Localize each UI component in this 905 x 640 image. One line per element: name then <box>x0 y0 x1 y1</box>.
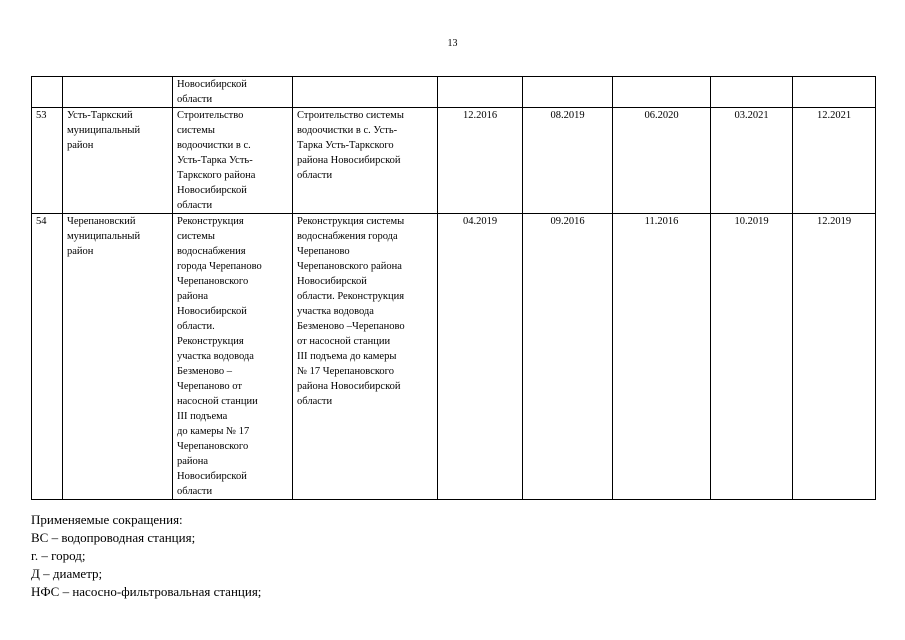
table-row <box>32 214 876 500</box>
abbreviation-item: г. – город; <box>31 548 86 563</box>
date-cell: 10.2019 <box>711 214 793 500</box>
district-cell: Усть-Таркский муниципальный район <box>63 108 173 214</box>
date-cell: 04.2019 <box>438 214 523 500</box>
description-cell: Строительство системы водоочистки в с. Усть- Тарка Усть-Таркского района Новосибирской области <box>293 108 438 214</box>
object-cell: Строительство системы водоочистки в с. Усть-Тарка Усть- Таркского района Новосибирской области <box>173 108 293 214</box>
date-cell: 03.2021 <box>711 108 793 214</box>
date-cell: 08.2019 <box>523 108 613 214</box>
date-cell <box>711 77 793 108</box>
date-cell <box>613 77 711 108</box>
date-cell: 06.2020 <box>613 108 711 214</box>
page-number: 13 <box>447 38 458 49</box>
date-cell: 12.2019 <box>793 214 876 500</box>
district-cell <box>63 77 173 108</box>
date-cell: 09.2016 <box>523 214 613 500</box>
table-row <box>32 108 876 214</box>
abbreviation-item: Д – диаметр; <box>31 566 103 581</box>
projects-table <box>31 76 876 500</box>
date-cell: 12.2016 <box>438 108 523 214</box>
date-cell: 12.2021 <box>793 108 876 214</box>
object-cell: Реконструкция системы водоснабжения города Черепаново Черепановского района Новосибирской области. Реконструкция участка водовода Безменово – Черепаново от насосной станции III подъема до камеры № 17 Черепановского района Новосибирской области <box>173 214 293 500</box>
date-cell <box>793 77 876 108</box>
district-cell: Черепановский муниципальный район <box>63 214 173 500</box>
row-number-cell: 53 <box>32 108 63 214</box>
date-cell <box>523 77 613 108</box>
object-cell: Новосибирской области <box>173 77 293 108</box>
description-cell: Реконструкция системы водоснабжения города Черепаново Черепановского района Новосибирской области. Реконструкция участка водовода Безменово –Черепаново от насосной станции III подъема до камеры № 17 Черепановского района Новосибирской области <box>293 214 438 500</box>
abbreviation-item: НФС – насосно-фильтровальная станция; <box>31 584 262 599</box>
abbreviation-item: ВС – водопроводная станция; <box>31 530 196 545</box>
abbreviations-heading: Применяемые сокращения: <box>31 512 183 527</box>
table-row <box>32 77 876 108</box>
date-cell: 11.2016 <box>613 214 711 500</box>
row-number-cell: 54 <box>32 214 63 500</box>
abbreviations-section <box>31 511 261 601</box>
description-cell <box>293 77 438 108</box>
row-number-cell <box>32 77 63 108</box>
date-cell <box>438 77 523 108</box>
